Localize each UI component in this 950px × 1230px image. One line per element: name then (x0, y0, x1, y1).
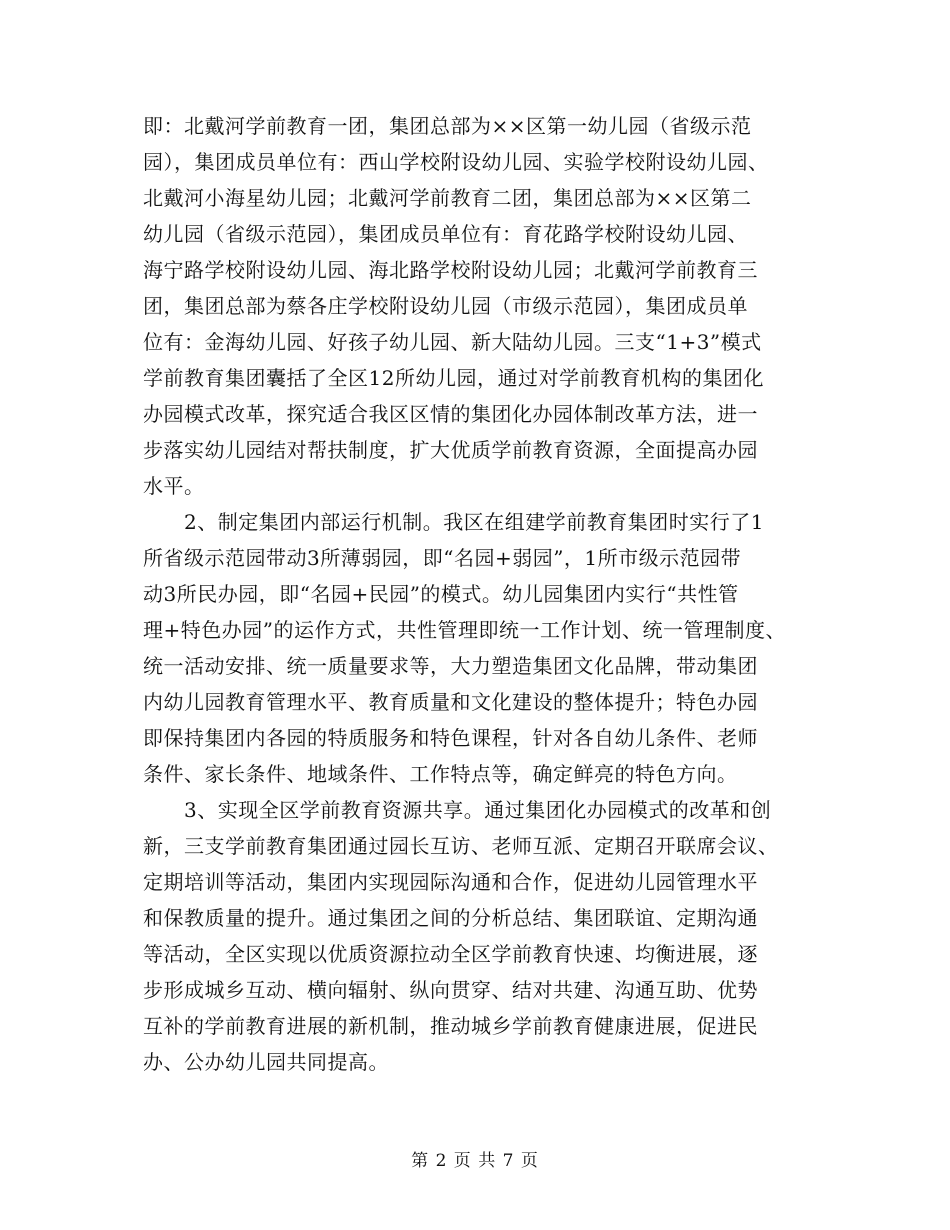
text-line: 和保教质量的提升。通过集团之间的分析总结、集团联谊、定期沟通 (143, 906, 758, 930)
text-line: 团，集团总部为蔡各庄学校附设幼儿园（市级示范园），集团成员单 (143, 294, 748, 318)
text-line: 步形成城乡互动、横向辐射、纵向贯穿、结对共建、沟通互助、优势 (143, 978, 758, 1002)
text-line: 统一活动安排、统一质量要求等，大力塑造集团文化品牌，带动集团 (143, 654, 758, 678)
text-line: 理+特色办园”的运作方式，共性管理即统一工作计划、统一管理制度、 (143, 618, 786, 642)
body-text (143, 108, 823, 1080)
text-line: 园），集团成员单位有：西山学校附设幼儿园、实验学校附设幼儿园、 (143, 150, 769, 174)
text-line: 海宁路学校附设幼儿园、海北路学校附设幼儿园；北戴河学前教育三 (143, 258, 758, 282)
text-line: 2、制定集团内部运行机制。我区在组建学前教育集团时实行了1 (143, 510, 764, 534)
text-line: 北戴河小海星幼儿园；北戴河学前教育二团，集团总部为××区第二 (143, 186, 752, 210)
text-line: 水平。 (143, 474, 205, 498)
text-line: 即保持集团内各园的特质服务和特色课程，针对各自幼儿条件、老师 (143, 726, 758, 750)
text-line: 互补的学前教育进展的新机制，推动城乡学前教育健康进展，促进民 (143, 1014, 758, 1038)
text-line: 定期培训等活动，集团内实现园际沟通和合作，促进幼儿园管理水平 (143, 870, 758, 894)
text-line: 位有：金海幼儿园、好孩子幼儿园、新大陆幼儿园。三支“1+3”模式 (143, 330, 762, 354)
text-line: 新，三支学前教育集团通过园长互访、老师互派、定期召开联席会议、 (143, 834, 779, 858)
text-line: 幼儿园（省级示范园），集团成员单位有：育花路学校附设幼儿园、 (143, 222, 748, 246)
text-line: 3、实现全区学前教育资源共享。通过集团化办园模式的改革和创 (143, 798, 772, 822)
text-line: 所省级示范园带动3所薄弱园，即“名园+弱园”，1所市级示范园带 (143, 546, 742, 570)
text-line: 条件、家长条件、地域条件、工作特点等，确定鲜亮的特色方向。 (143, 762, 738, 786)
text-line: 内幼儿园教育管理水平、教育质量和文化建设的整体提升；特色办园 (143, 690, 758, 714)
text-line: 办、公办幼儿园共同提高。 (143, 1050, 389, 1074)
text-line: 即：北戴河学前教育一团，集团总部为××区第一幼儿园（省级示范 (143, 114, 752, 138)
text-line: 步落实幼儿园结对帮扶制度，扩大优质学前教育资源，全面提高办园 (143, 438, 758, 462)
page-number-footer: 第 2 页 共 7 页 (411, 1151, 539, 1171)
text-line: 办园模式改革，探究适合我区区情的集团化办园体制改革方法，进一 (143, 402, 758, 426)
text-line: 动3所民办园，即“名园+民园”的模式。幼儿园集团内实行“共性管 (143, 582, 739, 606)
text-line: 学前教育集团囊括了全区12所幼儿园，通过对学前教育机构的集团化 (143, 366, 764, 390)
text-line: 等活动，全区实现以优质资源拉动全区学前教育快速、均衡进展，逐 (143, 942, 758, 966)
